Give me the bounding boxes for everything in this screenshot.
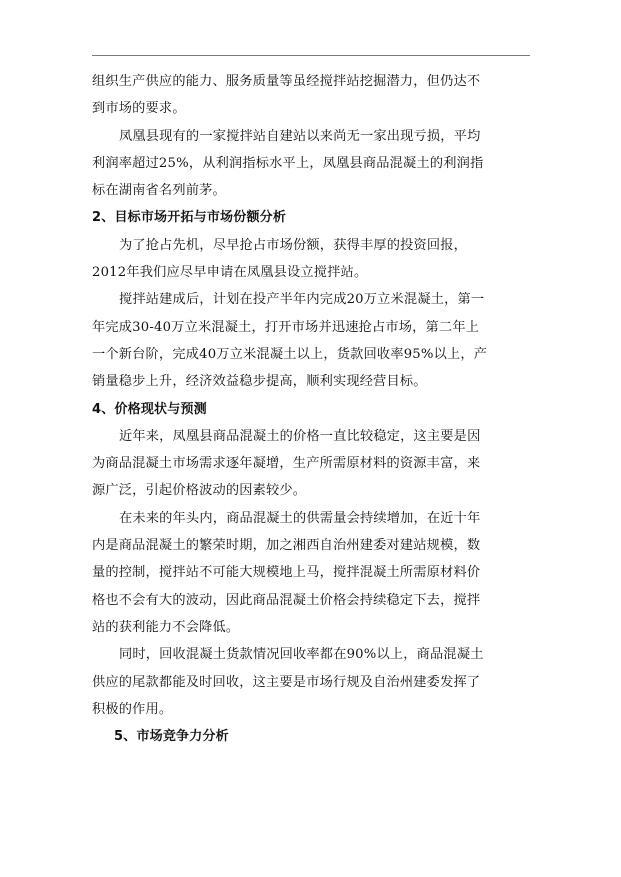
paragraph-line: 利润率超过25%，从利润指标水平上，凤凰县商品混凝土的利润指 — [92, 155, 484, 171]
paragraph-line: 凤凰县现有的一家搅拌站自建站以来尚无一家出现亏损，平均 — [119, 128, 481, 144]
paragraph-line: 搅拌站建成后，计划在投产半年内完成20万立米混凝土，第一 — [119, 292, 485, 308]
document-body — [92, 68, 530, 750]
paragraph-line: 积极的作用。 — [92, 701, 173, 717]
paragraph-line: 源广泛，引起价格波动的因素较少。 — [92, 483, 307, 499]
section-heading: 4、价格现状与预测 — [92, 401, 207, 417]
paragraph-line: 2012年我们应尽早申请在凤凰县设立搅拌站。 — [92, 265, 368, 281]
paragraph-line: 为商品混凝土市场需求逐年凝增，生产所需原材料的资源丰富，来 — [92, 456, 481, 472]
paragraph-line: 内是商品混凝土的繁荣时期，加之湘西自治州建委对建站规模，数 — [92, 538, 481, 554]
paragraph-line: 为了抢占先机，尽早抢占市场份额，获得丰厚的投资回报， — [119, 237, 468, 253]
paragraph-line: 同时，回收混凝土货款情况回收率都在90%以上，商品混凝土 — [119, 647, 484, 663]
paragraph-line: 格也不会有大的波动，因此商品混凝土价格会持续稳定下去，搅拌 — [92, 592, 481, 608]
paragraph-line: 在未来的年头内，商品混凝土的供需量会持续增加，在近十年 — [119, 510, 481, 526]
paragraph-line: 供应的尾款都能及时回收，这主要是市场行规及自治州建委发挥了 — [92, 674, 481, 690]
section-heading: 2、目标市场开拓与市场份额分析 — [92, 210, 287, 226]
paragraph-line: 量的控制，搅拌站不可能大规模地上马，搅拌混凝土所需原材料价 — [92, 565, 481, 581]
paragraph-line: 近年来，凤凰县商品混凝土的价格一直比较稳定，这主要是因 — [119, 428, 481, 444]
paragraph-line: 年完成30-40万立米混凝土，打开市场并迅速抢占市场，第二年上 — [92, 319, 480, 335]
paragraph-line: 标在湖南省名列前茅。 — [92, 183, 226, 199]
paragraph-line: 到市场的要求。 — [92, 101, 186, 117]
paragraph-line: 组织生产供应的能力、服务质量等虽经搅拌站挖掘潜力，但仍达不 — [92, 74, 481, 89]
paragraph-line: 销量稳步上升，经济效益稳步提高，顺利实现经营目标。 — [92, 374, 427, 390]
paragraph-line: 一个新台阶，完成40万立米混凝土以上，货款回收率95%以上，产 — [92, 346, 488, 362]
paragraph-line: 站的获利能力不会降低。 — [92, 619, 240, 635]
section-heading: 5、市场竞争力分析 — [114, 729, 229, 745]
header-rule — [92, 55, 530, 56]
